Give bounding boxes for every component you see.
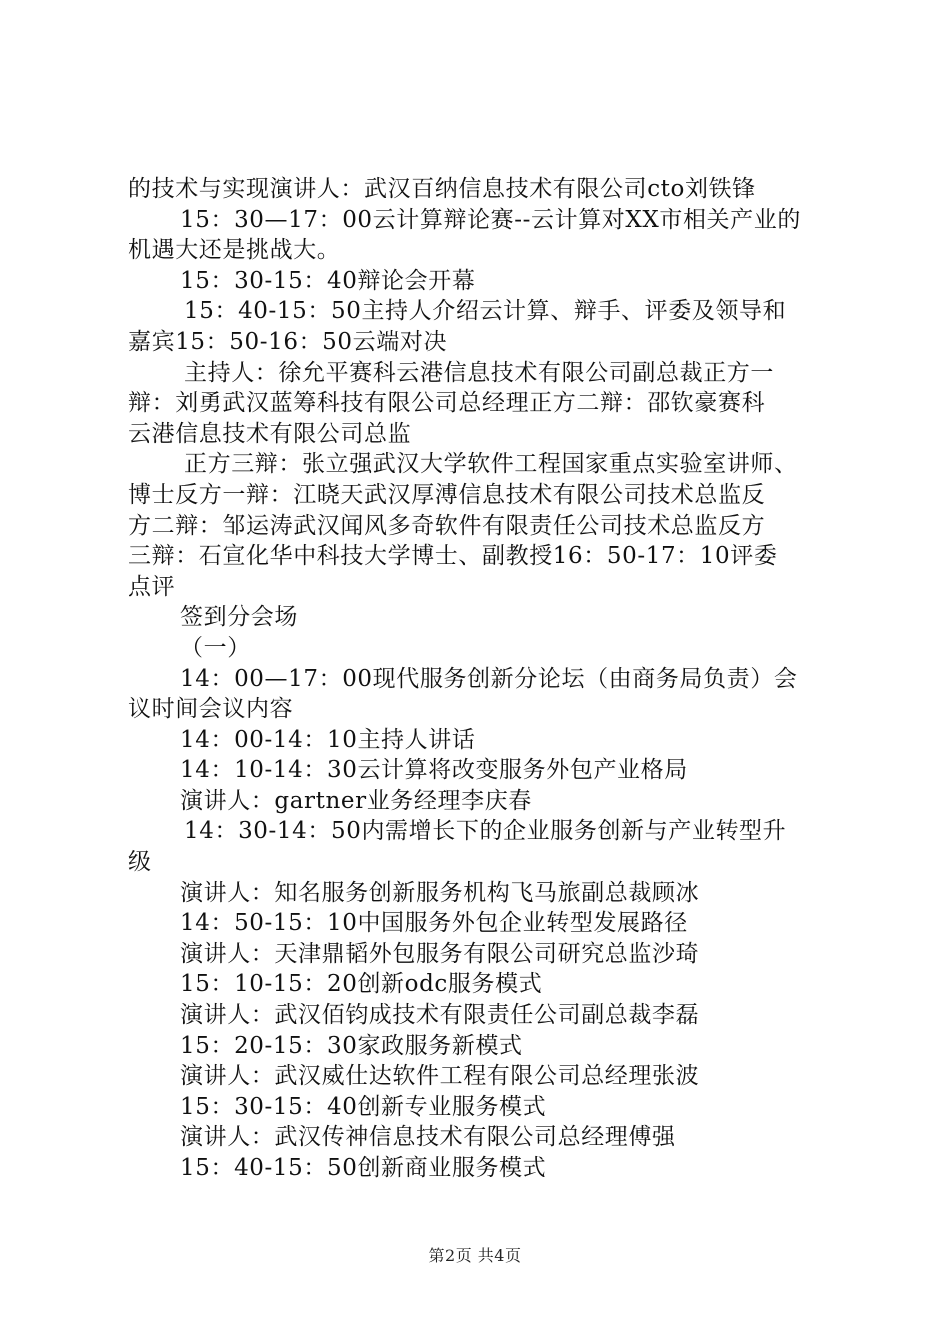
text-line: （一） (180, 634, 251, 661)
text-line: 正方三辩：张立强武汉大学软件工程国家重点实验室讲师、 (184, 451, 798, 478)
text-line: 15：40-15：50创新商业服务模式 (180, 1155, 547, 1181)
text-line: 14：50-15：10中国服务外包企业转型发展路径 (180, 910, 688, 937)
text-line: 演讲人：天津鼎韬外包服务有限公司研究总监沙琦 (180, 940, 700, 967)
text-line: 15：30—17：00云计算辩论赛--云计算对XX市相关产业的 (180, 206, 801, 233)
page-number-footer: 第2页 共4页 (428, 1246, 522, 1265)
text-line: 14：10-14：30云计算将改变服务外包产业格局 (180, 757, 688, 784)
text-line: 三辩：石宣化华中科技大学博士、副教授16：50-17：10评委 (128, 543, 778, 570)
text-line: 14：00-14：10主持人讲话 (180, 726, 476, 753)
text-line: 机遇大还是挑战大。 (128, 237, 341, 264)
text-line: 议时间会议内容 (128, 696, 294, 723)
text-line: 14：00—17：00现代服务创新分论坛（由商务局负责）会 (180, 665, 798, 692)
text-line: 15：30-15：40创新专业服务模式 (180, 1093, 547, 1120)
text-line: 点评 (128, 573, 176, 600)
text-line: 云港信息技术有限公司总监 (128, 420, 412, 447)
text-line: 级 (128, 849, 152, 876)
text-line: 演讲人：武汉佰钧成技术有限责任公司副总裁李磊 (180, 1002, 700, 1029)
text-line: 签到分会场 (180, 604, 298, 631)
text-line: 的技术与实现演讲人：武汉百纳信息技术有限公司cto刘铁锋 (128, 176, 756, 202)
document-body (128, 174, 838, 1184)
text-line: 15：20-15：30家政服务新模式 (180, 1032, 523, 1059)
text-line: 嘉宾15：50-16：50云端对决 (128, 328, 448, 355)
text-line: 15：40-15：50主持人介绍云计算、辩手、评委及领导和 (184, 298, 787, 325)
text-line: 15：30-15：40辩论会开幕 (180, 267, 476, 294)
text-line: 演讲人：gartner业务经理李庆春 (180, 787, 532, 814)
text-line: 演讲人：武汉威仕达软件工程有限公司总经理张波 (180, 1063, 700, 1090)
text-line: 14：30-14：50内需增长下的企业服务创新与产业转型升 (184, 818, 787, 845)
text-line: 博士反方一辩：江晓天武汉厚溥信息技术有限公司技术总监反 (128, 481, 766, 508)
text-line: 演讲人：知名服务创新服务机构飞马旅副总裁顾冰 (180, 879, 700, 906)
text-line: 15：10-15：20创新odc服务模式 (180, 971, 543, 998)
text-line: 方二辩：邹运涛武汉闻风多奇软件有限责任公司技术总监反方 (128, 512, 766, 539)
text-line: 辩：刘勇武汉蓝筹科技有限公司总经理正方二辩：邵钦豪赛科 (128, 390, 766, 417)
text-line: 主持人：徐允平赛科云港信息技术有限公司副总裁正方一 (184, 359, 774, 386)
text-line: 演讲人：武汉传神信息技术有限公司总经理傅强 (180, 1124, 676, 1151)
